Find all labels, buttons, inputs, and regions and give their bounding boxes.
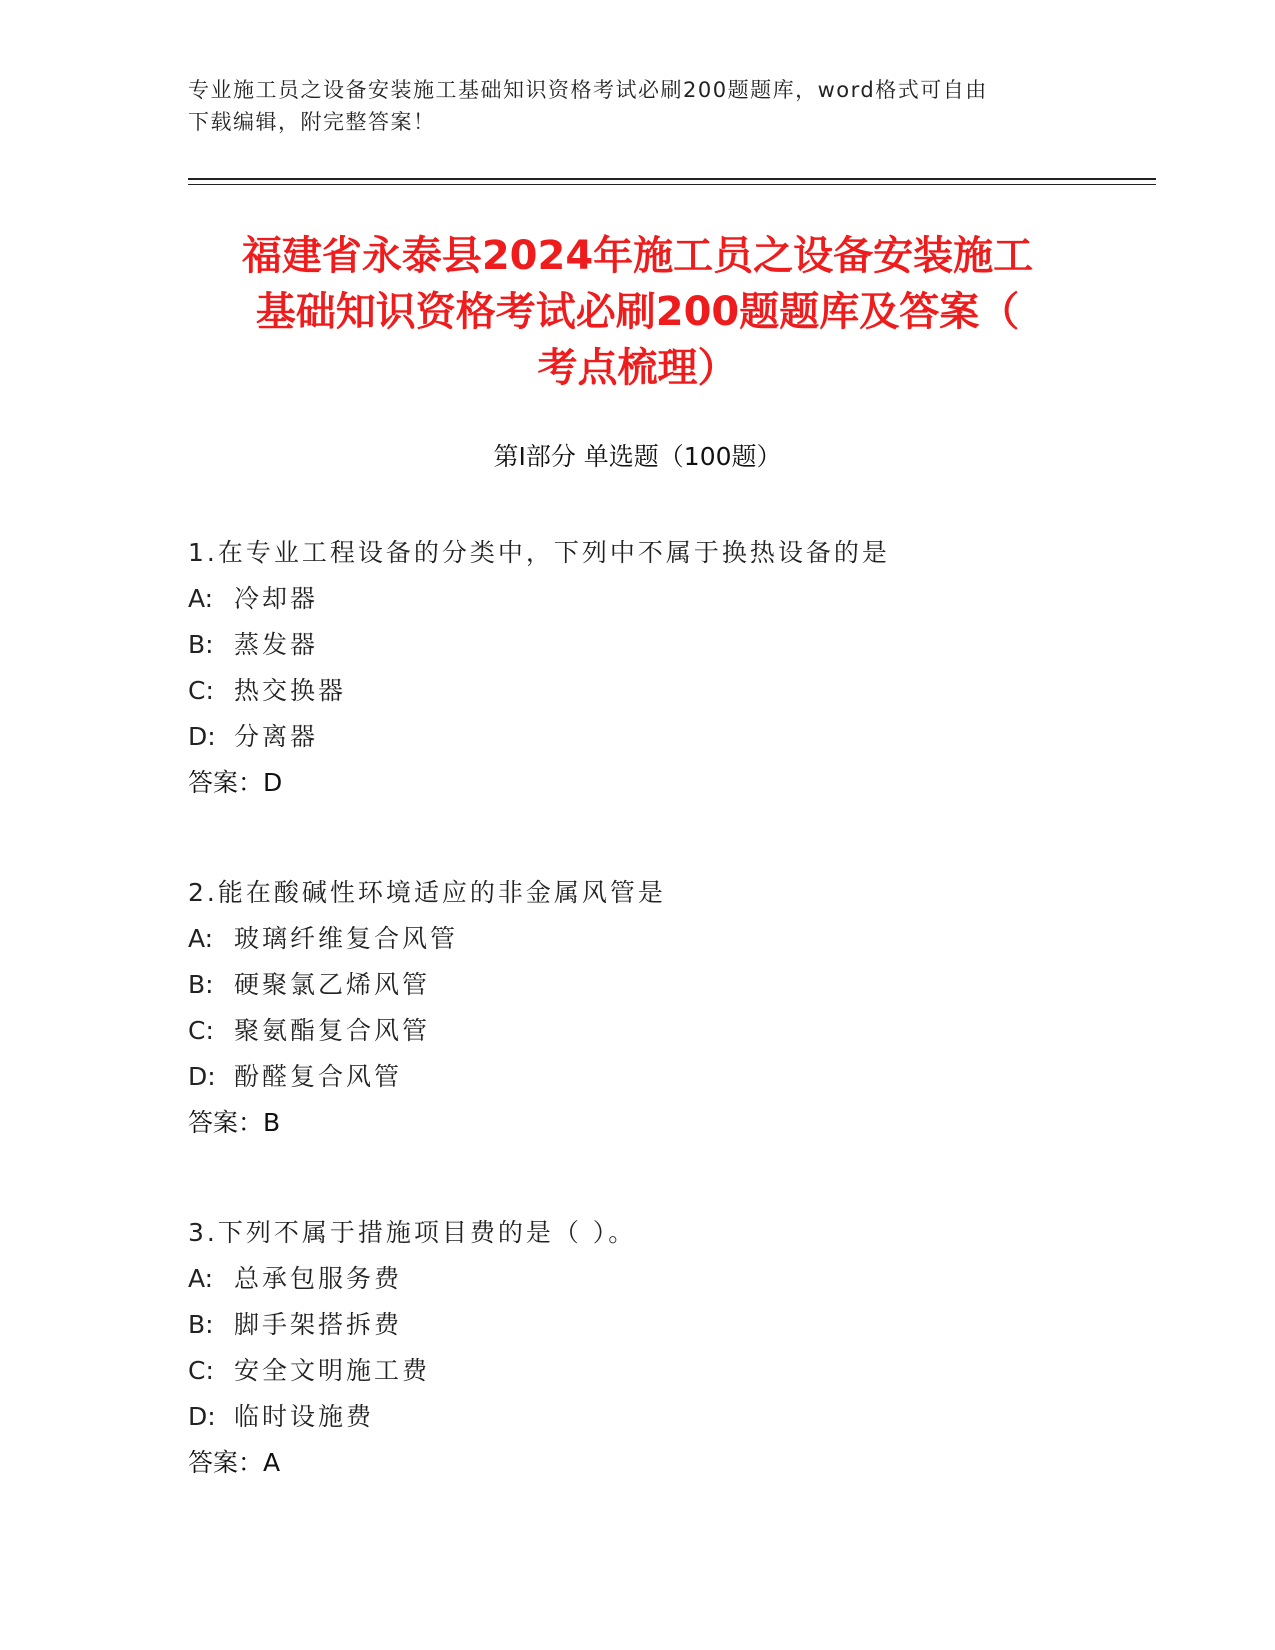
document-title-line-1: 福建省永泰县2024年施工员之设备安装施工 bbox=[241, 233, 1034, 279]
option-text: 热交换器 bbox=[234, 676, 347, 705]
option-text: 酚醛复合风管 bbox=[234, 1062, 403, 1091]
section-title: 第I部分 单选题（100题） bbox=[493, 442, 782, 471]
question-1 bbox=[188, 530, 1148, 806]
option-text: 玻璃纤维复合风管 bbox=[234, 924, 459, 953]
header-divider-thick bbox=[188, 178, 1156, 180]
header-divider-thin bbox=[188, 184, 1156, 185]
option-a bbox=[188, 576, 1148, 622]
question-stem: 2.能在酸碱性环境适应的非金属风管是 bbox=[188, 878, 666, 907]
option-b bbox=[188, 962, 1148, 1008]
option-text: 冷却器 bbox=[234, 584, 319, 613]
option-c bbox=[188, 1348, 1148, 1394]
option-letter: C: bbox=[188, 1356, 214, 1385]
header-note-line-1: 专业施工员之设备安装施工基础知识资格考试必刷200题题库，word格式可自由 bbox=[188, 78, 988, 102]
option-letter: B: bbox=[188, 1310, 214, 1339]
document-title-line-3: 考点梳理） bbox=[537, 345, 738, 391]
option-letter: D: bbox=[188, 1062, 216, 1091]
question-3 bbox=[188, 1210, 1148, 1486]
answer: 答案：A bbox=[188, 1448, 281, 1477]
question-stem: 3.下列不属于措施项目费的是（ ）。 bbox=[188, 1218, 637, 1247]
option-d bbox=[188, 1054, 1148, 1100]
question-stem: 1.在专业工程设备的分类中，下列中不属于换热设备的是 bbox=[188, 538, 890, 567]
option-letter: C: bbox=[188, 1016, 214, 1045]
header-note bbox=[188, 74, 1088, 138]
option-text: 蒸发器 bbox=[234, 630, 319, 659]
option-text: 聚氨酯复合风管 bbox=[234, 1016, 431, 1045]
header-note-line-2: 下载编辑，附完整答案！ bbox=[188, 110, 436, 134]
option-c bbox=[188, 668, 1148, 714]
option-text: 脚手架搭拆费 bbox=[234, 1310, 403, 1339]
option-d bbox=[188, 714, 1148, 760]
option-b bbox=[188, 622, 1148, 668]
option-letter: A: bbox=[188, 584, 214, 613]
option-d bbox=[188, 1394, 1148, 1440]
question-list bbox=[188, 530, 1148, 1550]
document-title-line-2: 基础知识资格考试必刷200题题库及答案（ bbox=[255, 289, 1020, 335]
option-a bbox=[188, 1256, 1148, 1302]
option-letter: B: bbox=[188, 970, 214, 999]
option-letter: A: bbox=[188, 1264, 214, 1293]
option-a bbox=[188, 916, 1148, 962]
option-letter: B: bbox=[188, 630, 214, 659]
option-letter: D: bbox=[188, 722, 216, 751]
option-text: 临时设施费 bbox=[234, 1402, 375, 1431]
answer: 答案：B bbox=[188, 1108, 281, 1137]
answer: 答案：D bbox=[188, 768, 283, 797]
option-letter: A: bbox=[188, 924, 214, 953]
option-text: 硬聚氯乙烯风管 bbox=[234, 970, 431, 999]
option-text: 总承包服务费 bbox=[234, 1264, 403, 1293]
option-text: 分离器 bbox=[234, 722, 319, 751]
option-letter: D: bbox=[188, 1402, 216, 1431]
option-text: 安全文明施工费 bbox=[234, 1356, 431, 1385]
document-title bbox=[150, 228, 1125, 396]
option-b bbox=[188, 1302, 1148, 1348]
question-2 bbox=[188, 870, 1148, 1146]
option-c bbox=[188, 1008, 1148, 1054]
option-letter: C: bbox=[188, 676, 214, 705]
